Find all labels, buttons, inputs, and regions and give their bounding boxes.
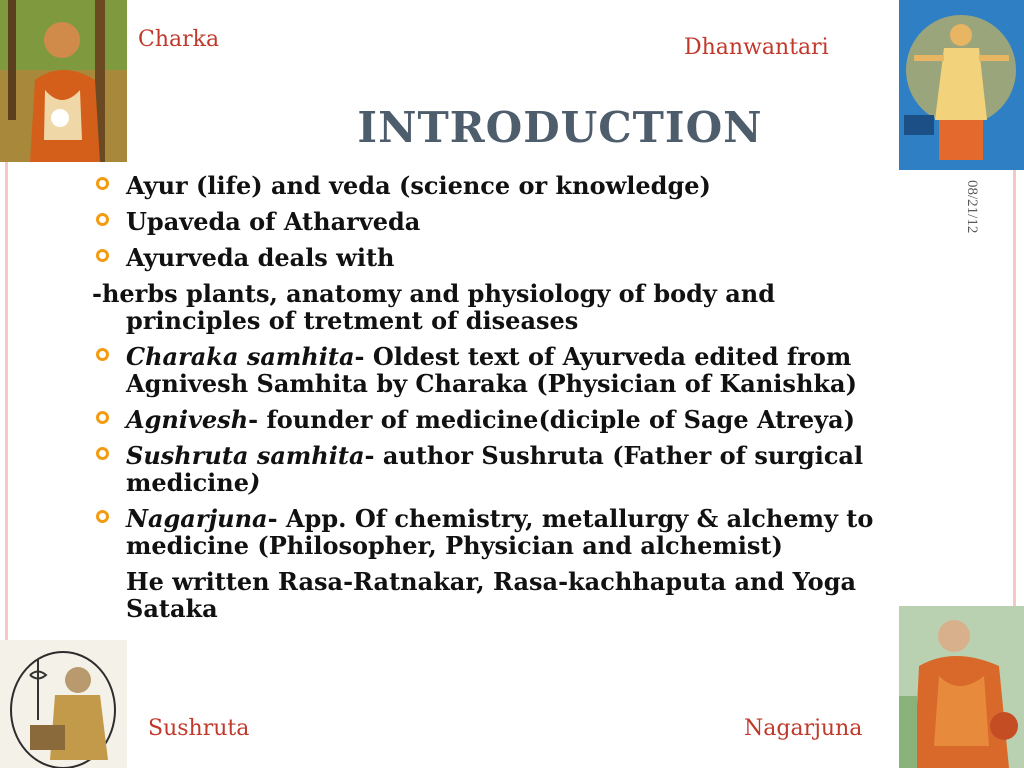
bullet-item: [92, 442, 892, 496]
slide-date: 08/21/12: [964, 180, 980, 234]
bullet-circle-icon: [96, 411, 109, 424]
bullet-item: [92, 505, 892, 559]
bullet-circle-icon: [96, 177, 109, 190]
bullet-text: - author Sushruta (Father of surgical medicine: [126, 441, 864, 497]
closing-paren: ): [249, 468, 261, 497]
bullet-text: - founder of medicine(diciple of Sage Atreya): [248, 405, 855, 434]
dhanwantari-caption: Dhanwantari: [684, 35, 829, 60]
term-sushruta-samhita: Sushruta samhita: [126, 441, 365, 470]
bullet-circle-icon: [96, 348, 109, 361]
slide-title: INTRODUCTION: [357, 103, 763, 152]
bullet-item: [92, 208, 892, 235]
charka-caption: Charka: [138, 27, 220, 52]
bullet-text: Upaveda of Atharveda: [126, 207, 421, 236]
charka-portrait-image: [0, 0, 127, 162]
bullet-text: - Oldest text of Ayurveda edited from Agnivesh Samhita by Charaka (Physician of Kanishka): [126, 342, 857, 398]
term-charaka-samhita: Charaka samhita: [126, 342, 355, 371]
bullet-item: [92, 172, 892, 199]
bullet-circle-icon: [96, 447, 109, 460]
slide-content: [92, 172, 892, 631]
bullet-text: Ayurveda deals with: [126, 243, 395, 272]
bullet-item: [92, 406, 892, 433]
nagarjuna-caption: Nagarjuna: [744, 716, 863, 741]
bullet-item: [92, 343, 892, 397]
sub-line-rasa: He written Rasa-Ratnakar, Rasa-kachhaputa and Yoga Sataka: [126, 567, 857, 623]
term-nagarjuna: Nagarjuna: [126, 504, 268, 533]
nagarjuna-image: [899, 606, 1024, 768]
bullet-text: - App. Of chemistry, metallurgy & alchemy to medicine (Philosopher, Physician and alchemist): [126, 504, 874, 560]
sushruta-caption: Sushruta: [148, 716, 250, 741]
sushruta-image: [0, 640, 127, 768]
dhanwantari-image: [899, 0, 1024, 170]
bullet-circle-icon: [96, 510, 109, 523]
bullet-text: Ayur (life) and veda (science or knowledge): [126, 171, 711, 200]
bullet-circle-icon: [96, 249, 109, 262]
term-agnivesh: Agnivesh: [126, 405, 249, 434]
sub-line-herbs: -herbs plants, anatomy and physiology of body and principles of tretment of diseases: [92, 279, 776, 335]
bullet-circle-icon: [96, 213, 109, 226]
bullet-item: [92, 244, 892, 271]
